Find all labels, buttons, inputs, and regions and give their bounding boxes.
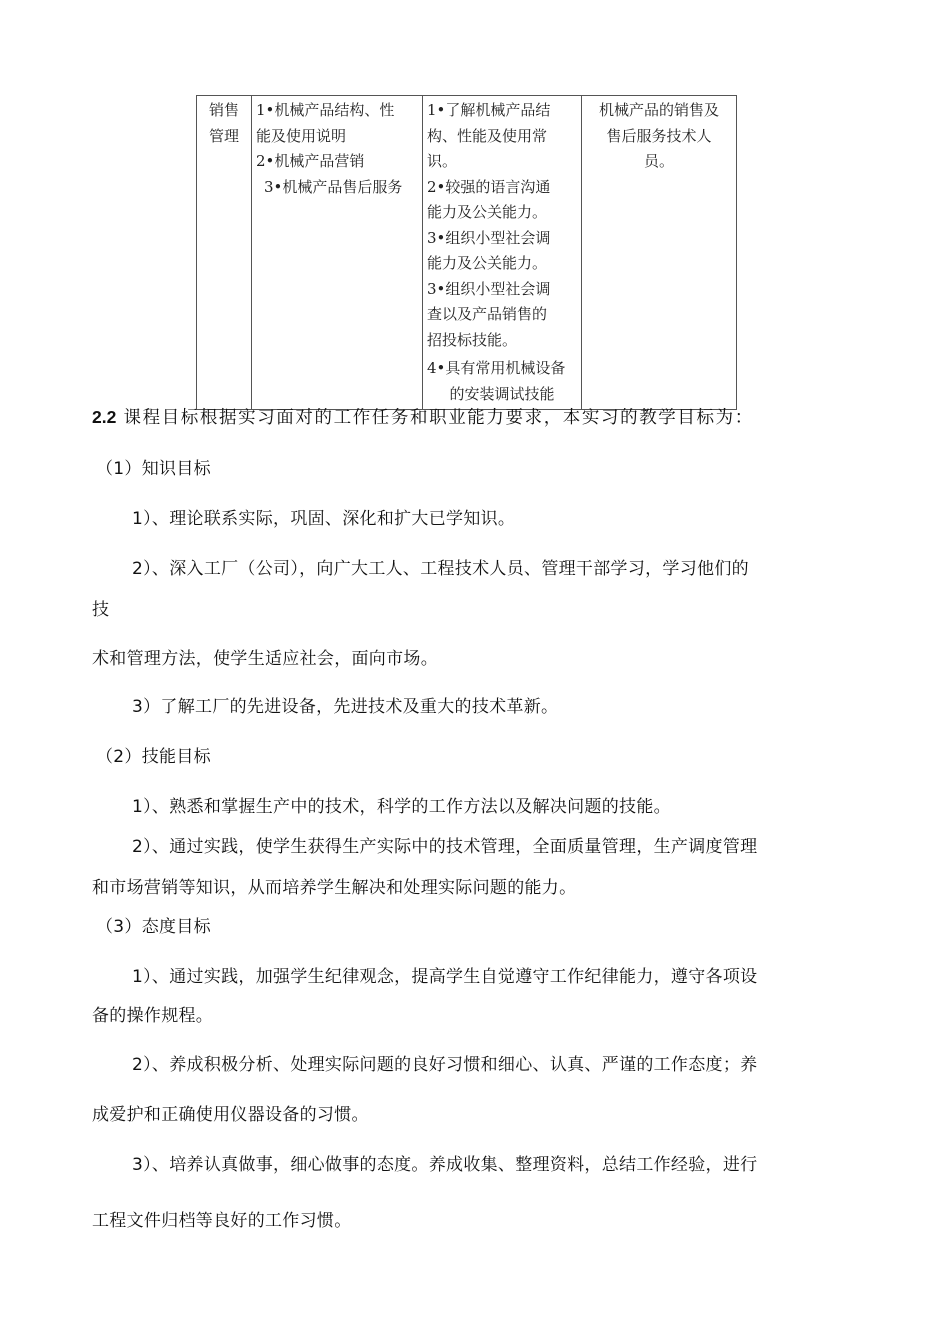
- paragraph: 1）、理论联系实际，巩固、深化和扩大已学知识。: [132, 509, 516, 529]
- paragraph: 2）、深入工厂（公司），向广大工人、工程技术人员、管理干部学习，学习他们的: [132, 559, 749, 579]
- table-cell-content: [252, 96, 423, 410]
- cell-line: 3•机械产品售后服务: [264, 177, 403, 196]
- cell-line: 销售: [208, 101, 239, 119]
- cell-line: 管理: [208, 126, 239, 145]
- cell-line: 能力及公关能力。: [427, 203, 548, 221]
- paragraph: 2）、养成积极分析、处理实际问题的良好习惯和细心、认真、严谨的工作态度；养: [132, 1055, 758, 1075]
- cell-line: 3•组织小型社会调: [427, 228, 551, 247]
- cell-line: 能及使用说明: [256, 126, 347, 145]
- paragraph: 3）、培养认真做事，细心做事的态度。养成收集、整理资料，总结工作经验，进行: [132, 1155, 758, 1175]
- cell-line: 1•了解机械产品结: [427, 101, 551, 119]
- cell-line: 员。: [643, 152, 674, 170]
- table-cell-category: [197, 96, 252, 410]
- paragraph: 备的操作规程。: [92, 1006, 214, 1026]
- paragraph: 技: [92, 600, 110, 620]
- cell-line: 售后服务技术人: [606, 126, 712, 145]
- cell-line: 招投标技能。: [427, 330, 518, 349]
- course-table: [196, 95, 737, 410]
- cell-line: 识。: [427, 152, 458, 170]
- section-heading: [92, 404, 754, 429]
- table-cell-abilities: [423, 96, 582, 410]
- paragraph: 术和管理方法，使学生适应社会，面向市场。: [92, 649, 438, 669]
- cell-line: 能力及公关能力。: [427, 254, 548, 272]
- paragraph: 2）、通过实践，使学生获得生产实际中的技术管理，全面质量管理，生产调度管理: [132, 837, 758, 857]
- subheading-knowledge: （1）知识目标: [96, 459, 211, 479]
- section-text: 课程目标根据实习面对的工作任务和职业能力要求，本实习的教学目标为：: [116, 408, 754, 428]
- table-cell-positions: [582, 96, 737, 410]
- section-number: 2.2: [92, 407, 117, 427]
- cell-line: 查以及产品销售的: [427, 305, 548, 323]
- cell-line: 4•具有常用机械设备: [427, 359, 566, 377]
- cell-line: 1•机械产品结构、性: [256, 101, 395, 119]
- paragraph: 3）了解工厂的先进设备，先进技术及重大的技术革新。: [132, 697, 559, 717]
- cell-line: 3•组织小型社会调: [427, 279, 551, 298]
- cell-line: 机械产品的销售及: [598, 101, 719, 119]
- paragraph: 工程文件归档等良好的工作习惯。: [92, 1211, 352, 1231]
- subheading-attitude: （3）态度目标: [96, 917, 211, 937]
- cell-line: 的安装调试技能: [449, 384, 555, 403]
- table-row: [197, 96, 737, 410]
- cell-line: 构、性能及使用常: [427, 126, 548, 145]
- subheading-skills: （2）技能目标: [96, 747, 211, 767]
- cell-line: 2•较强的语言沟通: [427, 177, 551, 196]
- cell-line: 2•机械产品营销: [256, 152, 365, 170]
- paragraph: 和市场营销等知识，从而培养学生解决和处理实际问题的能力。: [92, 878, 577, 898]
- paragraph: 1）、通过实践，加强学生纪律观念，提高学生自觉遵守工作纪律能力，遵守各项设: [132, 967, 758, 987]
- paragraph: 成爱护和正确使用仪器设备的习惯。: [92, 1105, 369, 1125]
- paragraph: 1）、熟悉和掌握生产中的技术，科学的工作方法以及解决问题的技能。: [132, 797, 671, 817]
